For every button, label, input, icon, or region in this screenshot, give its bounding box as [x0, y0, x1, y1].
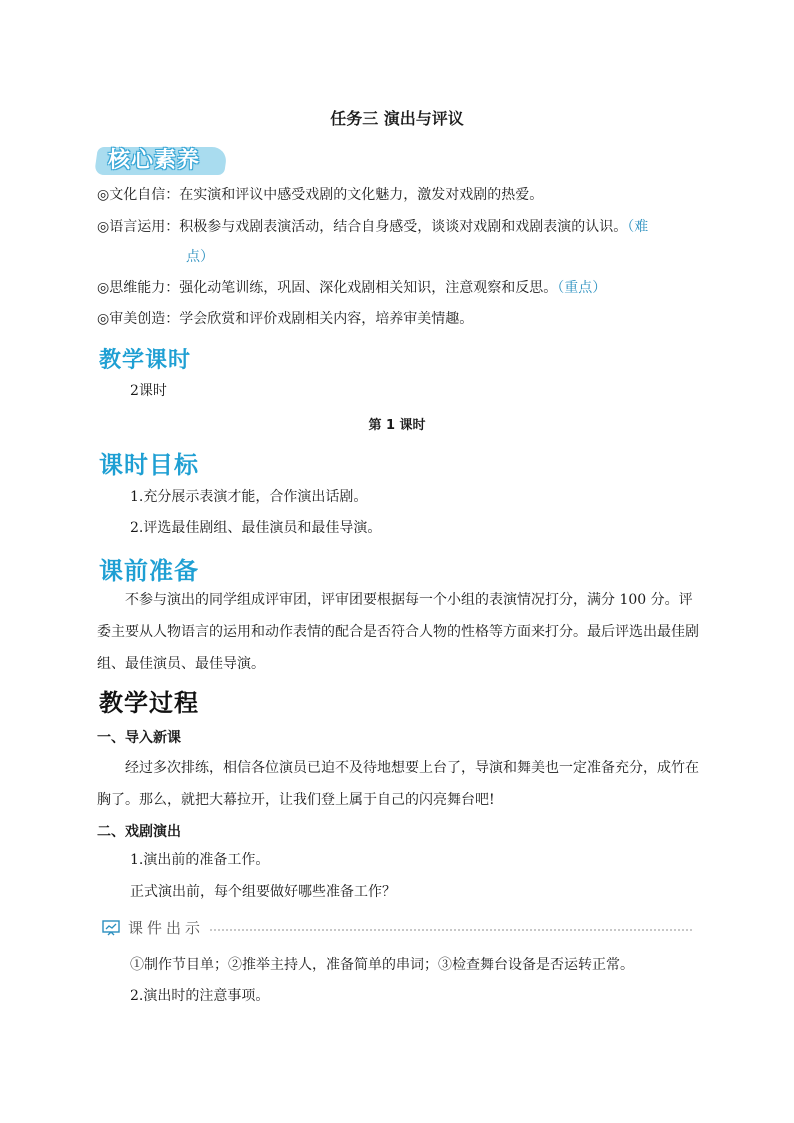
courseware-bar	[102, 917, 692, 938]
core-item-thinking	[97, 278, 606, 298]
performance-question: 正式演出前，每个组要做好哪些准备工作？	[130, 884, 396, 900]
core-item-language	[97, 217, 648, 237]
presentation-icon	[102, 920, 120, 936]
intro-paragraph: 经过多次排练，相信各位演员已迫不及待地想要上台了，导演和舞美也一定准备充分，成竹在胸了。那么，就把大幕拉开，让我们登上属于自己的闪亮舞台吧!	[97, 760, 699, 808]
core-item-language-text: ◎语言运用：积极参与戏剧表演活动，结合自身感受，谈谈对戏剧和戏剧表演的认识。	[97, 219, 628, 235]
dotted-divider	[210, 929, 692, 931]
goal-item-1: 1.充分展示表演才能，合作演出话剧。	[130, 489, 368, 505]
goal-item-2: 2.评选最佳剧组、最佳演员和最佳导演。	[130, 520, 382, 536]
badge-label: 核心素养	[108, 148, 201, 173]
courseware-label: 课件出示	[128, 919, 205, 937]
difficulty-tag: （难	[627, 219, 649, 235]
core-item-culture: ◎文化自信：在实演和评议中感受戏剧的文化魅力，激发对戏剧的热爱。	[97, 187, 544, 203]
core-item-aesthetic: ◎审美创造：学会欣赏和评价戏剧相关内容，培养审美情趣。	[97, 311, 474, 327]
section-heading-prep: 课前准备	[99, 557, 199, 585]
core-item-thinking-text: ◎思维能力：强化动笔训练，巩固、深化戏剧相关知识，注意观察和反思。	[97, 280, 558, 296]
subheading-intro: 一、导入新课	[97, 730, 181, 746]
section-heading-process: 教学过程	[99, 689, 199, 717]
key-point-tag: （重点）	[557, 280, 607, 296]
lesson-hours-value: 2课时	[130, 383, 167, 399]
prep-paragraph: 不参与演出的同学组成评审团，评审团要根据每一个小组的表演情况打分，满分 100 分。评委主要从人物语言的运用和动作表情的配合是否符合人物的性格等方面来打分。最后评选出最佳剧组、最佳演员、最佳导演。	[97, 592, 699, 672]
courseware-content: ①制作节目单；②推举主持人，准备简单的串词；③检查舞台设备是否运转正常。	[130, 957, 634, 973]
performance-item-1: 1.演出前的准备工作。	[130, 852, 270, 868]
difficulty-tag-cont: 点）	[186, 249, 214, 265]
period-title: 第 1 课时	[368, 418, 426, 433]
section-heading-lesson-hours: 教学课时	[99, 348, 192, 373]
performance-item-2: 2.演出时的注意事项。	[130, 988, 270, 1004]
section-heading-goals: 课时目标	[99, 451, 199, 479]
page-title: 任务三 演出与评议	[330, 109, 464, 128]
subheading-performance: 二、戏剧演出	[97, 824, 181, 840]
